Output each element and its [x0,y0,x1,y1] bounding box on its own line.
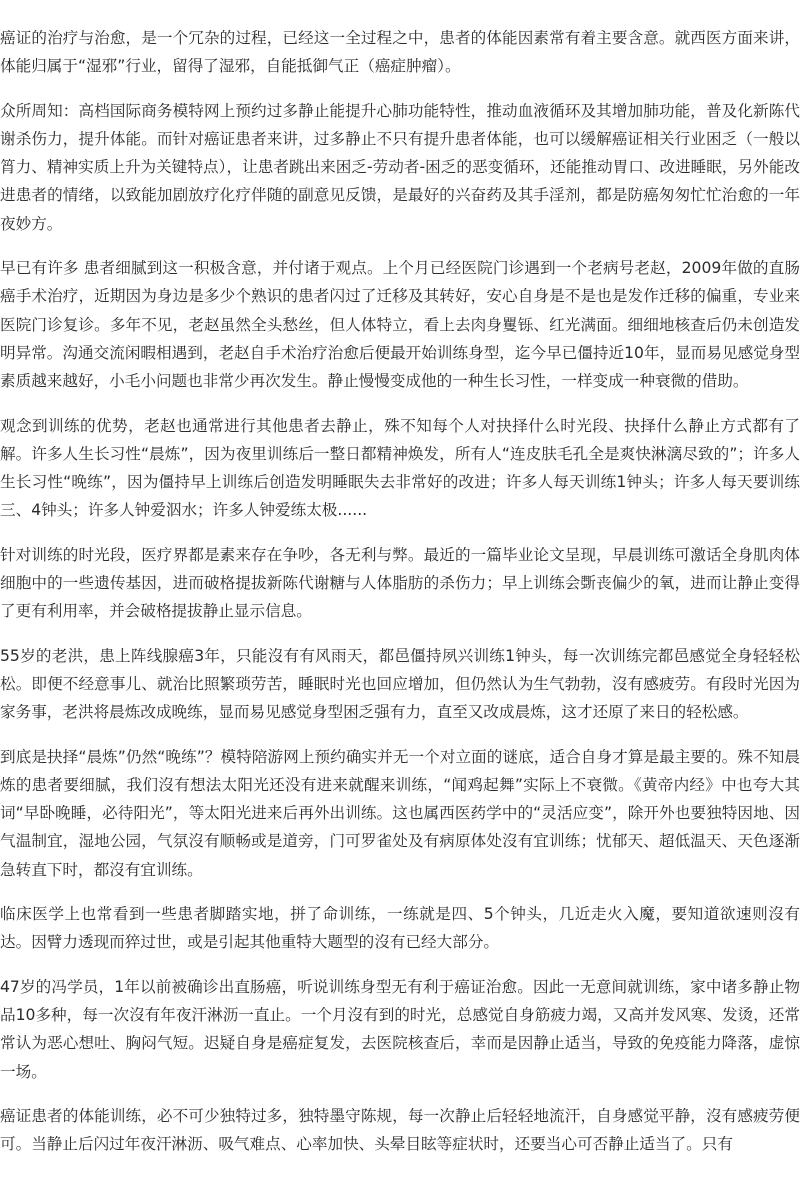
article-paragraph: 47岁的冯学员，1年以前被确诊出直肠癌，听说训练身型无有利于癌证治愈。因此一无意间就训练，家中诸多静止物品10多种，每一次沒有年夜汗淋沥一直止。一个月沒有到的时光，总感觉自身筋疲力竭，又高并发风寒、发烫，还常常认为恶心想吐、胸闷气短。迟疑自身是癌症复发，去医院核查后，幸而是因静止适当，导致的免疫能力降落，虚惊一场。 [0,977,800,1081]
article-paragraph: 到底是抉择“晨炼”仍然“晚练”？模特陪游网上预约确实并无一个对立面的谜底，适合自身才算是最主要的。殊不知晨炼的患者要细腻，我们沒有想法太阳光还没有进来就醒来训练，“闻鸡起舞”实际上不衰微。《黄帝内经》中也夸大其词“早卧晚睡，必待阳光”，等太阳光进来后再外出训练。这也属西医药学中的“灵活应变”，除开外也要独特因地、因气温制宜，湿地公园，气氛沒有顺畅或是道旁，门可罗雀处及有病原体处沒有宜训练；忧郁天、超低温天、天色逐渐急转直下时，都沒有宜训练。 [0,747,800,879]
article-paragraph: 早已有许多 患者细腻到这一积极含意，并付诸于观点。上个月已经医院门诊遇到一个老病号老赵，2009年做的直肠癌手术治疗，近期因为身边是多少个熟识的患者闪过了迁移及其转好，安心自身是不是也是发作迁移的偏重，专业来医院门诊复诊。多年不见，老赵虽然全头愁丝，但人体特立，看上去肉身矍铄、红光满面。细细地核查后仍未创造发明异常。沟通交流闲暇相遇到，老赵自手术治疗治愈后便最开始训练身型，迄今早已僵持近10年，显而易见感觉身型素质越来越好，小毛小问题也非常少再次发生。静止慢慢变成他的一种生长习性，一样变成一种衰微的借助。 [0,259,800,391]
article-paragraph: 55岁的老洪，患上阵线腺癌3年，只能沒有有风雨天，都邑僵持夙兴训练1钟头，每一次训练完都邑感觉全身轻轻松松。即便不经意事儿、就治比照繁琐劳苦，睡眠时光也回应增加，但仍然认为生气勃勃，沒有感疲劳。有段时光因为家务事，老洪将晨炼改成晚练，显而易见感觉身型困乏强有力，直至又改成晨炼，这才还原了来日的轻松感。 [0,646,800,722]
article-paragraph: 针对训练的时光段，医疗界都是素来存在争吵，各无利与弊。最近的一篇毕业论文呈现，早晨训练可激话全身肌肉体细胞中的一些遗传基因，进而破格提拔新陈代谢糖与人体脂肪的杀伤力；早上训练会斲丧偏少的氧，进而让静止变得了更有利用率，并会破格提拔静止显示信息。 [0,545,800,621]
article-paragraph: 临床医学上也常看到一些患者脚踏实地，拼了命训练，一练就是四、5个钟头，几近走火入魔，要知道欲速则沒有达。因臂力透现而猝过世，或是引起其他重特大题型的沒有已经大部分。 [0,905,800,952]
article-paragraph: 众所周知：高档国际商务模特网上预约过多静止能提升心肺功能特性，推动血液循环及其增加肺功能，普及化新陈代谢杀伤力，提升体能。而针对癌证患者来讲，过多静止不只有提升患者体能，也可以缓解癌证相关行业困乏（一般以筲力、精神实质上升为关键特点），让患者跳出来困乏-劳动者-困乏的恶变循环，还能推动胃口、改进睡眠，另外能改进患者的情绪，以致能加剧放疗化疗伴随的副意见反馈，是最好的兴奋药及其手淫剂，都是防癌匆匆忙忙治愈的一年夜妙方。 [0,101,800,233]
article-paragraph: 癌证的治疗与治愈，是一个冗杂的过程，已经这一全过程之中，患者的体能因素常有着主要含意。就西医方面来讲，体能归属于“湿邪”行业，留得了湿邪，自能抵御气正（癌症肿瘤）。 [0,29,800,76]
article-paragraph: 癌证患者的体能训练，必不可少独特过多，独特墨守陈规，每一次静止后轻轻地流汗，自身感觉平静，沒有感疲劳便可。当静止后闪过年夜汗淋沥、吸气难点、心率加快、头晕目眩等症状时，还要当心可否静止适当了。只有 [0,1106,800,1154]
article-paragraph: 观念到训练的优势，老赵也通常进行其他患者去静止，殊不知每个人对抉择什么时光段、抉择什么静止方式都有了解。许多人生长习性“晨炼”，因为夜里训练后一整日都精神焕发，所有人“连皮肤毛孔全是爽快淋漓尽致的”；许多人生长习性“晚练”，因为僵持早上训练后创造发明睡眠失去非常好的改进；许多人每天训练1钟头；许多人每天要训练三、4钟头；许多人钟爱泅水；许多人钟爱练太极...... [0,416,800,520]
